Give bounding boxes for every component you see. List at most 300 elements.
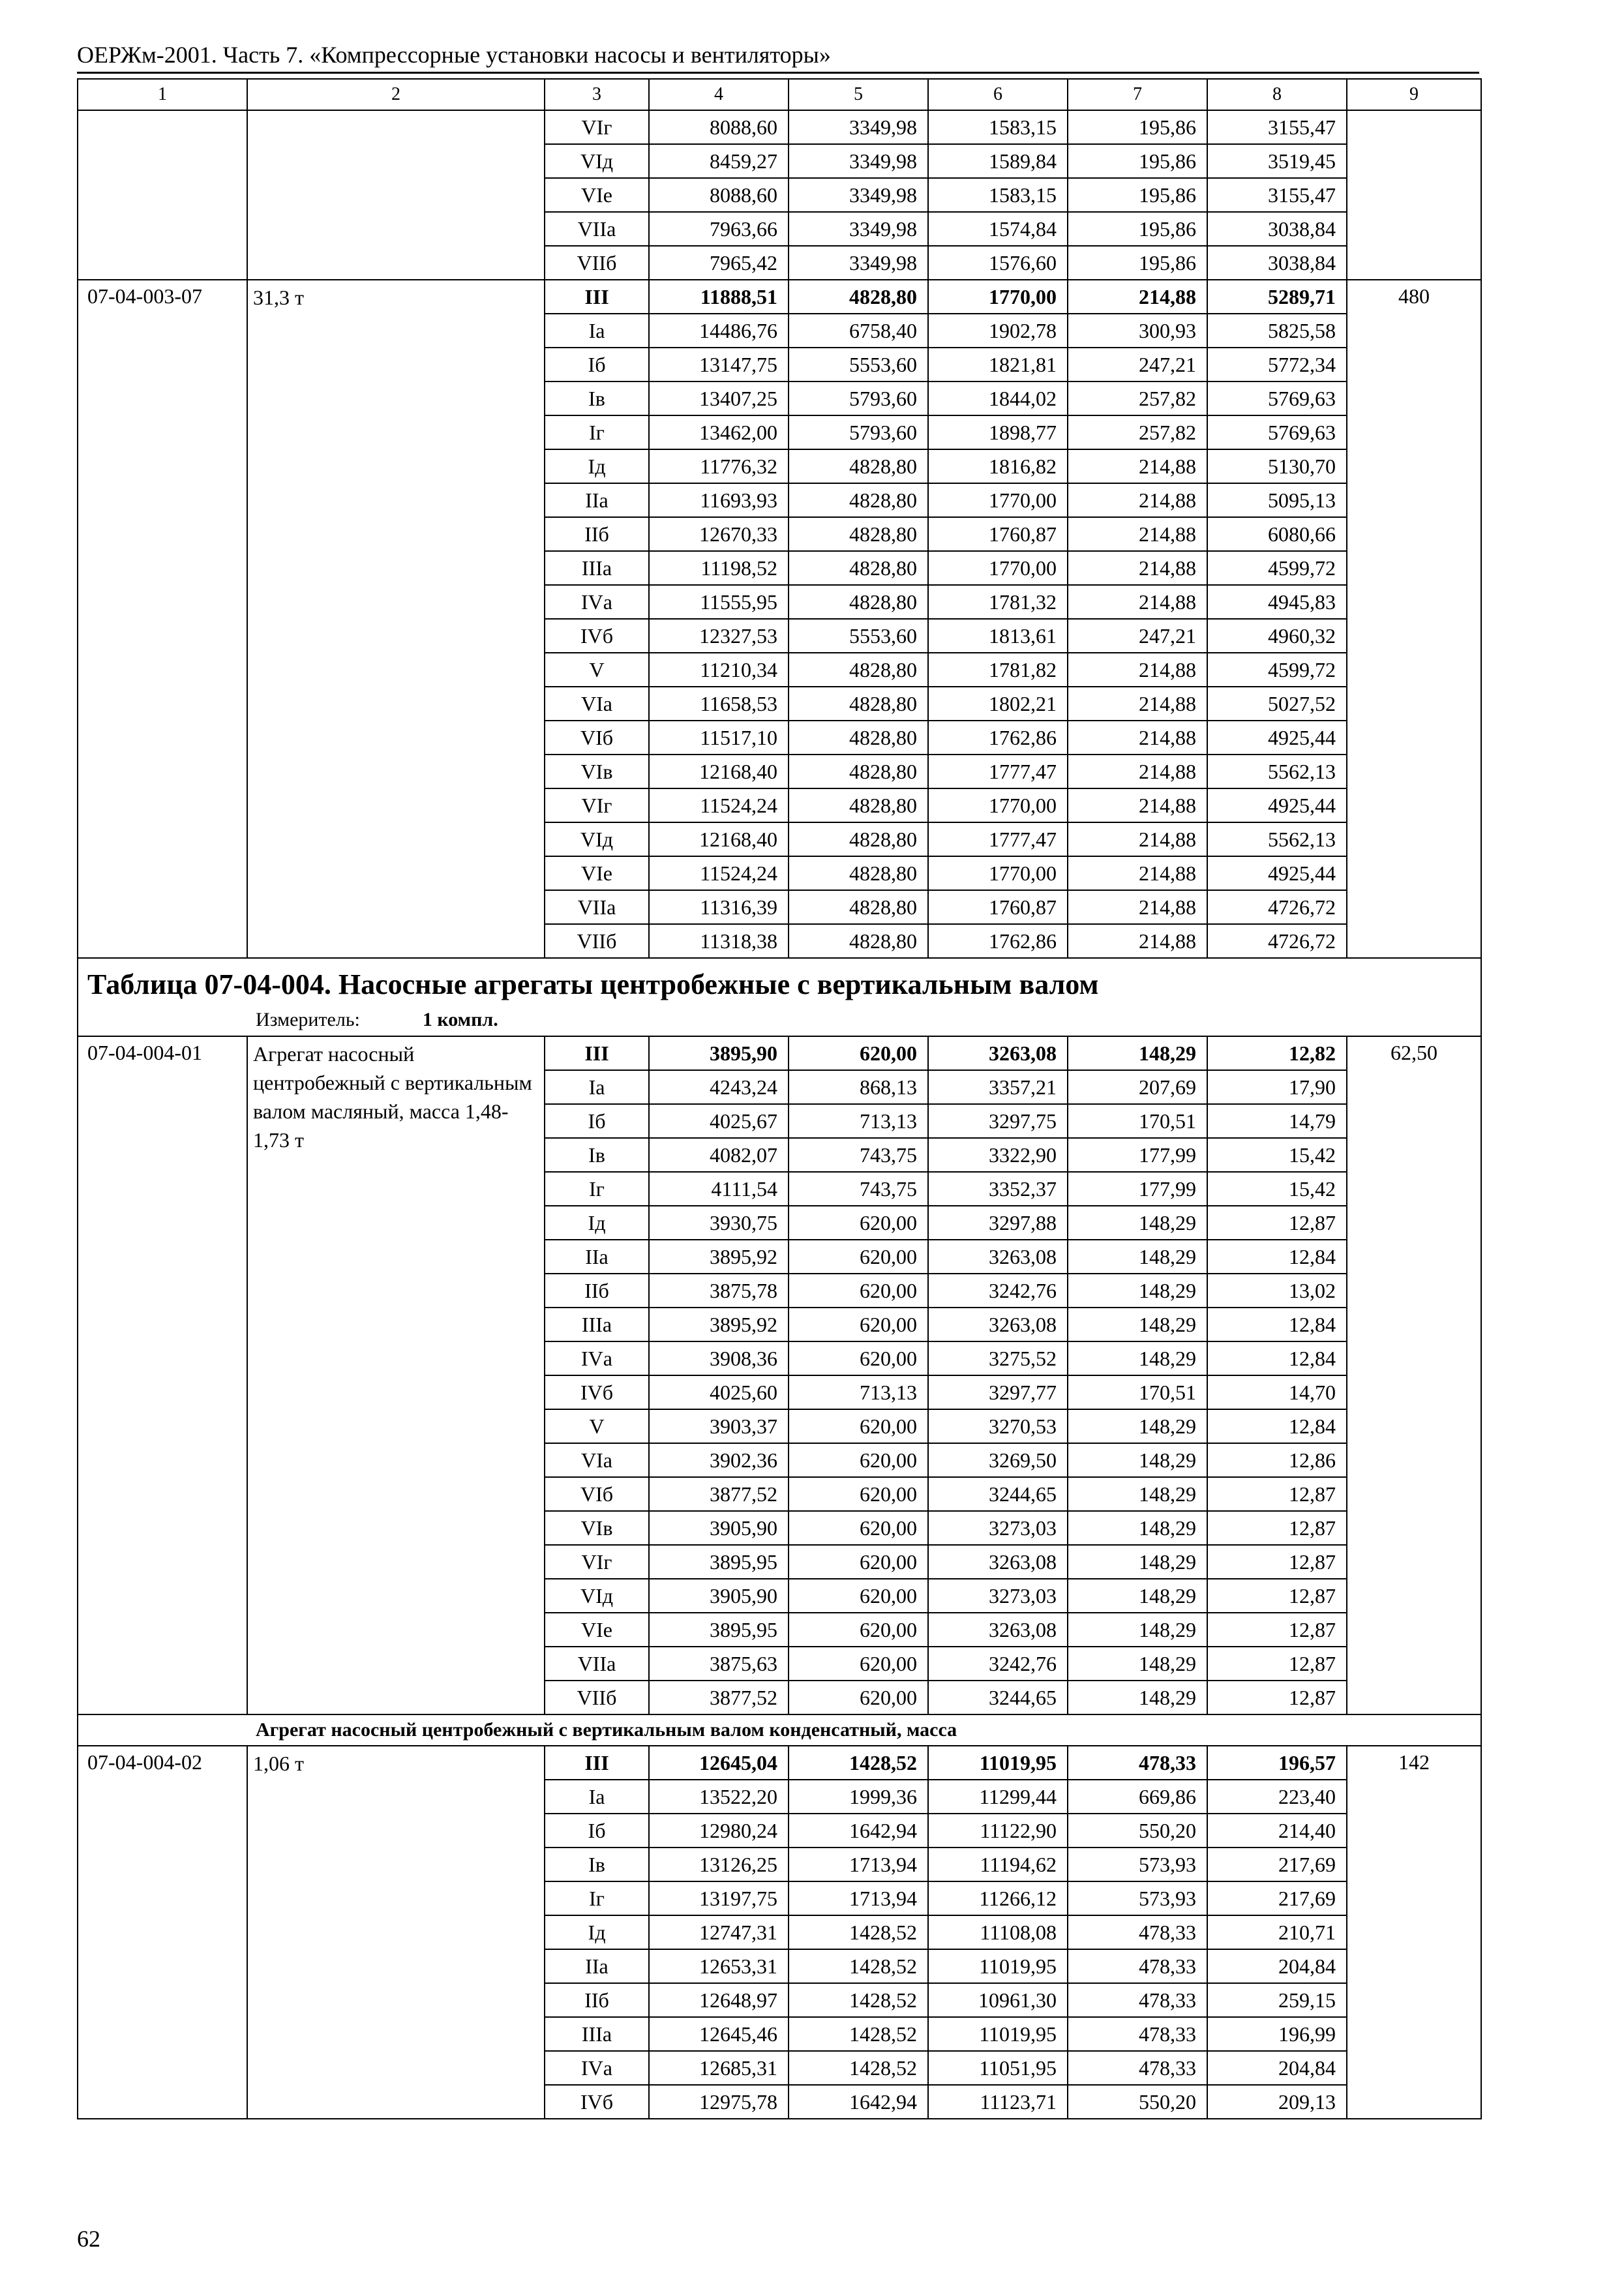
value-cell: 3273,03 [928, 1579, 1068, 1613]
value-cell: 1770,00 [928, 551, 1068, 585]
value-cell: 12,86 [1207, 1443, 1347, 1477]
table-row [78, 1746, 1481, 1780]
value-cell: 196,99 [1207, 2017, 1347, 2051]
value-cell: 3903,37 [649, 1409, 789, 1443]
zone-cell: Iа [545, 1070, 649, 1104]
zone-cell: III [545, 280, 649, 314]
value-cell: 4925,44 [1207, 788, 1347, 822]
header-rule [77, 72, 1479, 74]
value-cell: 3902,36 [649, 1443, 789, 1477]
zone-cell: V [545, 1409, 649, 1443]
value-cell: 4828,80 [789, 924, 928, 958]
value-cell: 13462,00 [649, 415, 789, 449]
value-cell: 4599,72 [1207, 551, 1347, 585]
value-cell: 195,86 [1068, 178, 1207, 212]
value-cell: 8088,60 [649, 178, 789, 212]
value-cell: 11051,95 [928, 2051, 1068, 2085]
value-cell: 3930,75 [649, 1206, 789, 1240]
value-cell: 478,33 [1068, 1915, 1207, 1949]
value-cell: 4925,44 [1207, 721, 1347, 755]
meter-row [78, 1003, 1481, 1036]
table-row [78, 1036, 1481, 1070]
value-cell: 5772,34 [1207, 348, 1347, 382]
zone-cell: Iб [545, 1104, 649, 1138]
value-cell: 13522,20 [649, 1780, 789, 1814]
value-cell: 12,87 [1207, 1545, 1347, 1579]
value-cell: 3895,95 [649, 1545, 789, 1579]
value-cell: 11299,44 [928, 1780, 1068, 1814]
value-cell: 1770,00 [928, 483, 1068, 517]
value-cell: 5562,13 [1207, 822, 1347, 856]
value-cell: 12975,78 [649, 2085, 789, 2119]
value-cell: 3349,98 [789, 144, 928, 178]
value-cell: 148,29 [1068, 1613, 1207, 1647]
zone-cell: Iв [545, 1848, 649, 1881]
value-cell: 478,33 [1068, 1949, 1207, 1983]
value-cell: 196,57 [1207, 1746, 1347, 1780]
value-cell: 148,29 [1068, 1477, 1207, 1511]
zone-cell: Iа [545, 314, 649, 348]
value-cell: 4726,72 [1207, 890, 1347, 924]
zone-cell: VIд [545, 1579, 649, 1613]
rate-name [247, 110, 545, 280]
value-cell: 1428,52 [789, 1983, 928, 2017]
price-per-unit: 480 [1347, 280, 1481, 958]
value-cell: 177,99 [1068, 1172, 1207, 1206]
value-cell: 15,42 [1207, 1172, 1347, 1206]
value-cell: 620,00 [789, 1240, 928, 1274]
value-cell: 11198,52 [649, 551, 789, 585]
value-cell: 14,79 [1207, 1104, 1347, 1138]
value-cell: 1762,86 [928, 721, 1068, 755]
value-cell: 12648,97 [649, 1983, 789, 2017]
zone-cell: VIг [545, 788, 649, 822]
value-cell: 3269,50 [928, 1443, 1068, 1477]
price-per-unit [1347, 110, 1481, 280]
value-cell: 4828,80 [789, 721, 928, 755]
value-cell: 214,88 [1068, 551, 1207, 585]
zone-cell: VIIа [545, 890, 649, 924]
value-cell: 3895,95 [649, 1613, 789, 1647]
rate-name: 1,06 т [247, 1746, 545, 2119]
value-cell: 148,29 [1068, 1308, 1207, 1341]
value-cell: 3349,98 [789, 246, 928, 280]
value-cell: 1777,47 [928, 755, 1068, 788]
zone-cell: Iб [545, 348, 649, 382]
zone-cell: VIе [545, 178, 649, 212]
page-number: 62 [77, 2226, 100, 2252]
value-cell: 713,13 [789, 1104, 928, 1138]
zone-cell: IIа [545, 1240, 649, 1274]
value-cell: 5793,60 [789, 382, 928, 415]
value-cell: 11555,95 [649, 585, 789, 619]
value-cell: 148,29 [1068, 1036, 1207, 1070]
value-cell: 170,51 [1068, 1375, 1207, 1409]
zone-cell: IVа [545, 1341, 649, 1375]
value-cell: 478,33 [1068, 2051, 1207, 2085]
value-cell: 4828,80 [789, 585, 928, 619]
value-cell: 478,33 [1068, 1983, 1207, 2017]
value-cell: 214,88 [1068, 890, 1207, 924]
zone-cell: V [545, 653, 649, 687]
value-cell: 223,40 [1207, 1780, 1347, 1814]
zone-cell: Iв [545, 382, 649, 415]
value-cell: 17,90 [1207, 1070, 1347, 1104]
value-cell: 1428,52 [789, 1949, 928, 1983]
value-cell: 12168,40 [649, 822, 789, 856]
value-cell: 620,00 [789, 1443, 928, 1477]
value-cell: 1583,15 [928, 110, 1068, 144]
value-cell: 148,29 [1068, 1511, 1207, 1545]
value-cell: 5095,13 [1207, 483, 1347, 517]
value-cell: 214,88 [1068, 856, 1207, 890]
value-cell: 12670,33 [649, 517, 789, 551]
value-cell: 4828,80 [789, 890, 928, 924]
zone-cell: IIб [545, 517, 649, 551]
value-cell: 4243,24 [649, 1070, 789, 1104]
value-cell: 12,84 [1207, 1308, 1347, 1341]
value-cell: 3349,98 [789, 110, 928, 144]
value-cell: 3263,08 [928, 1036, 1068, 1070]
value-cell: 13147,75 [649, 348, 789, 382]
zone-cell: III [545, 1746, 649, 1780]
running-header: ОЕРЖм-2001. Часть 7. «Компрессорные установки насосы и вентиляторы» [77, 42, 831, 68]
value-cell: 1999,36 [789, 1780, 928, 1814]
value-cell: 11888,51 [649, 280, 789, 314]
value-cell: 12168,40 [649, 755, 789, 788]
value-cell: 4828,80 [789, 280, 928, 314]
value-cell: 214,88 [1068, 721, 1207, 755]
value-cell: 743,75 [789, 1138, 928, 1172]
table-title-row [78, 958, 1481, 1003]
value-cell: 3155,47 [1207, 110, 1347, 144]
value-cell: 620,00 [789, 1647, 928, 1681]
value-cell: 478,33 [1068, 1746, 1207, 1780]
value-cell: 214,88 [1068, 755, 1207, 788]
value-cell: 214,88 [1068, 687, 1207, 721]
value-cell: 3357,21 [928, 1070, 1068, 1104]
value-cell: 4925,44 [1207, 856, 1347, 890]
value-cell: 713,13 [789, 1375, 928, 1409]
value-cell: 1428,52 [789, 1746, 928, 1780]
value-cell: 620,00 [789, 1579, 928, 1613]
value-cell: 4828,80 [789, 755, 928, 788]
zone-cell: VIг [545, 1545, 649, 1579]
value-cell: 5769,63 [1207, 382, 1347, 415]
value-cell: 4025,67 [649, 1104, 789, 1138]
table-title-cell [78, 958, 1481, 1003]
zone-cell: VIIа [545, 212, 649, 246]
value-cell: 12747,31 [649, 1915, 789, 1949]
value-cell: 11108,08 [928, 1915, 1068, 1949]
zone-cell: VIб [545, 721, 649, 755]
value-cell: 550,20 [1068, 2085, 1207, 2119]
value-cell: 5562,13 [1207, 755, 1347, 788]
value-cell: 3275,52 [928, 1341, 1068, 1375]
column-number-row [78, 79, 1481, 110]
value-cell: 620,00 [789, 1511, 928, 1545]
value-cell: 868,13 [789, 1070, 928, 1104]
zone-cell: Iб [545, 1814, 649, 1848]
value-cell: 3263,08 [928, 1613, 1068, 1647]
value-cell: 11318,38 [649, 924, 789, 958]
value-cell: 12,84 [1207, 1240, 1347, 1274]
rate-code [78, 110, 247, 280]
value-cell: 204,84 [1207, 1949, 1347, 1983]
value-cell: 5553,60 [789, 348, 928, 382]
value-cell: 11210,34 [649, 653, 789, 687]
value-cell: 300,93 [1068, 314, 1207, 348]
value-cell: 12685,31 [649, 2051, 789, 2085]
value-cell: 5553,60 [789, 619, 928, 653]
value-cell: 214,88 [1068, 483, 1207, 517]
value-cell: 11693,93 [649, 483, 789, 517]
zone-cell: IVа [545, 2051, 649, 2085]
column-number: 3 [545, 79, 649, 110]
value-cell: 214,88 [1068, 788, 1207, 822]
price-per-unit: 142 [1347, 1746, 1481, 2119]
value-cell: 8088,60 [649, 110, 789, 144]
meter-value: 1 компл. [422, 1009, 498, 1030]
value-cell: 3263,08 [928, 1545, 1068, 1579]
value-cell: 620,00 [789, 1274, 928, 1308]
table-row [78, 110, 1481, 144]
value-cell: 550,20 [1068, 1814, 1207, 1848]
value-cell: 4960,32 [1207, 619, 1347, 653]
value-cell: 1642,94 [789, 1814, 928, 1848]
value-cell: 1821,81 [928, 348, 1068, 382]
value-cell: 11776,32 [649, 449, 789, 483]
column-number: 9 [1347, 79, 1481, 110]
zone-cell: Iг [545, 1881, 649, 1915]
zone-cell: VIб [545, 1477, 649, 1511]
value-cell: 11122,90 [928, 1814, 1068, 1848]
value-cell: 170,51 [1068, 1104, 1207, 1138]
meter-cell [78, 1003, 1481, 1036]
value-cell: 214,40 [1207, 1814, 1347, 1848]
zone-cell: VIа [545, 1443, 649, 1477]
value-cell: 3038,84 [1207, 246, 1347, 280]
zone-cell: VIд [545, 822, 649, 856]
value-cell: 620,00 [789, 1477, 928, 1511]
value-cell: 4828,80 [789, 653, 928, 687]
value-cell: 12,87 [1207, 1511, 1347, 1545]
value-cell: 214,88 [1068, 517, 1207, 551]
value-cell: 195,86 [1068, 212, 1207, 246]
value-cell: 12,87 [1207, 1681, 1347, 1714]
zone-cell: VIд [545, 144, 649, 178]
table-row [78, 280, 1481, 314]
value-cell: 12645,46 [649, 2017, 789, 2051]
value-cell: 743,75 [789, 1172, 928, 1206]
zone-cell: VIIб [545, 1681, 649, 1714]
value-cell: 3519,45 [1207, 144, 1347, 178]
value-cell: 1760,87 [928, 517, 1068, 551]
value-cell: 13407,25 [649, 382, 789, 415]
value-cell: 11316,39 [649, 890, 789, 924]
value-cell: 14486,76 [649, 314, 789, 348]
rate-code: 07-04-003-07 [78, 280, 247, 958]
value-cell: 148,29 [1068, 1545, 1207, 1579]
value-cell: 4828,80 [789, 449, 928, 483]
zone-cell: IVа [545, 585, 649, 619]
value-cell: 6080,66 [1207, 517, 1347, 551]
value-cell: 12,84 [1207, 1341, 1347, 1375]
column-number: 6 [928, 79, 1068, 110]
value-cell: 259,15 [1207, 1983, 1347, 2017]
value-cell: 12,87 [1207, 1613, 1347, 1647]
value-cell: 204,84 [1207, 2051, 1347, 2085]
value-cell: 1802,21 [928, 687, 1068, 721]
value-cell: 10961,30 [928, 1983, 1068, 2017]
value-cell: 620,00 [789, 1681, 928, 1714]
value-cell: 3263,08 [928, 1240, 1068, 1274]
value-cell: 3895,90 [649, 1036, 789, 1070]
value-cell: 7963,66 [649, 212, 789, 246]
value-cell: 3270,53 [928, 1409, 1068, 1443]
value-cell: 620,00 [789, 1206, 928, 1240]
value-cell: 620,00 [789, 1409, 928, 1443]
value-cell: 207,69 [1068, 1070, 1207, 1104]
value-cell: 3352,37 [928, 1172, 1068, 1206]
value-cell: 11524,24 [649, 856, 789, 890]
value-cell: 1770,00 [928, 280, 1068, 314]
value-cell: 12,87 [1207, 1477, 1347, 1511]
value-cell: 3244,65 [928, 1477, 1068, 1511]
value-cell: 1816,82 [928, 449, 1068, 483]
zone-cell: IIб [545, 1274, 649, 1308]
value-cell: 6758,40 [789, 314, 928, 348]
value-cell: 14,70 [1207, 1375, 1347, 1409]
value-cell: 148,29 [1068, 1206, 1207, 1240]
value-cell: 5793,60 [789, 415, 928, 449]
zone-cell: Iд [545, 449, 649, 483]
value-cell: 1902,78 [928, 314, 1068, 348]
value-cell: 12,87 [1207, 1206, 1347, 1240]
rate-name: Агрегат насосный центробежный с вертикальным валом масляный, масса 1,48-1,73 т [247, 1036, 545, 1714]
value-cell: 3244,65 [928, 1681, 1068, 1714]
zone-cell: VIг [545, 110, 649, 144]
value-cell: 11019,95 [928, 2017, 1068, 2051]
zone-cell: VIа [545, 687, 649, 721]
zone-cell: VIIб [545, 246, 649, 280]
value-cell: 4828,80 [789, 483, 928, 517]
value-cell: 3297,75 [928, 1104, 1068, 1138]
value-cell: 620,00 [789, 1308, 928, 1341]
value-cell: 214,88 [1068, 449, 1207, 483]
value-cell: 4828,80 [789, 551, 928, 585]
value-cell: 11123,71 [928, 2085, 1068, 2119]
value-cell: 13197,75 [649, 1881, 789, 1915]
zone-cell: VIв [545, 755, 649, 788]
value-cell: 3273,03 [928, 1511, 1068, 1545]
value-cell: 4111,54 [649, 1172, 789, 1206]
column-number: 5 [789, 79, 928, 110]
value-cell: 8459,27 [649, 144, 789, 178]
value-cell: 573,93 [1068, 1848, 1207, 1881]
value-cell: 148,29 [1068, 1443, 1207, 1477]
value-cell: 1589,84 [928, 144, 1068, 178]
value-cell: 1713,94 [789, 1848, 928, 1881]
value-cell: 11524,24 [649, 788, 789, 822]
value-cell: 148,29 [1068, 1240, 1207, 1274]
value-cell: 214,88 [1068, 280, 1207, 314]
zone-cell: VIе [545, 1613, 649, 1647]
value-cell: 148,29 [1068, 1681, 1207, 1714]
value-cell: 12,87 [1207, 1647, 1347, 1681]
value-cell: 3349,98 [789, 212, 928, 246]
value-cell: 217,69 [1207, 1848, 1347, 1881]
value-cell: 7965,42 [649, 246, 789, 280]
value-cell: 148,29 [1068, 1274, 1207, 1308]
value-cell: 3322,90 [928, 1138, 1068, 1172]
value-cell: 214,88 [1068, 822, 1207, 856]
zone-cell: VIв [545, 1511, 649, 1545]
column-number: 1 [78, 79, 247, 110]
value-cell: 4599,72 [1207, 653, 1347, 687]
value-cell: 148,29 [1068, 1341, 1207, 1375]
zone-cell: VIIа [545, 1647, 649, 1681]
value-cell: 148,29 [1068, 1579, 1207, 1613]
zone-cell: IVб [545, 619, 649, 653]
value-cell: 1576,60 [928, 246, 1068, 280]
value-cell: 11194,62 [928, 1848, 1068, 1881]
value-cell: 1777,47 [928, 822, 1068, 856]
value-cell: 4828,80 [789, 822, 928, 856]
value-cell: 4828,80 [789, 517, 928, 551]
zone-cell: VIе [545, 856, 649, 890]
value-cell: 12,84 [1207, 1409, 1347, 1443]
value-cell: 214,88 [1068, 924, 1207, 958]
rate-code: 07-04-004-01 [78, 1036, 247, 1714]
value-cell: 1428,52 [789, 1915, 928, 1949]
value-cell: 11019,95 [928, 1949, 1068, 1983]
value-cell: 11019,95 [928, 1746, 1068, 1780]
subheading-row [78, 1714, 1481, 1746]
subheading: Агрегат насосный центробежный с вертикальным валом конденсатный, масса [78, 1714, 1481, 1746]
value-cell: 12980,24 [649, 1814, 789, 1848]
value-cell: 3263,08 [928, 1308, 1068, 1341]
value-cell: 4945,83 [1207, 585, 1347, 619]
value-cell: 195,86 [1068, 110, 1207, 144]
value-cell: 1770,00 [928, 788, 1068, 822]
value-cell: 15,42 [1207, 1138, 1347, 1172]
value-cell: 5130,70 [1207, 449, 1347, 483]
value-cell: 11658,53 [649, 687, 789, 721]
zone-cell: Iд [545, 1206, 649, 1240]
zone-cell: Iг [545, 415, 649, 449]
value-cell: 1713,94 [789, 1881, 928, 1915]
zone-cell: VIIб [545, 924, 649, 958]
value-cell: 1813,61 [928, 619, 1068, 653]
value-cell: 3242,76 [928, 1274, 1068, 1308]
value-cell: 177,99 [1068, 1138, 1207, 1172]
value-cell: 1770,00 [928, 856, 1068, 890]
value-cell: 3349,98 [789, 178, 928, 212]
value-cell: 4726,72 [1207, 924, 1347, 958]
value-cell: 3895,92 [649, 1308, 789, 1341]
value-cell: 3155,47 [1207, 178, 1347, 212]
value-cell: 1898,77 [928, 415, 1068, 449]
zone-cell: III [545, 1036, 649, 1070]
value-cell: 214,88 [1068, 585, 1207, 619]
value-cell: 3875,78 [649, 1274, 789, 1308]
value-cell: 620,00 [789, 1545, 928, 1579]
value-cell: 12,87 [1207, 1579, 1347, 1613]
value-cell: 1762,86 [928, 924, 1068, 958]
rate-code: 07-04-004-02 [78, 1746, 247, 2119]
rate-name: 31,3 т [247, 280, 545, 958]
